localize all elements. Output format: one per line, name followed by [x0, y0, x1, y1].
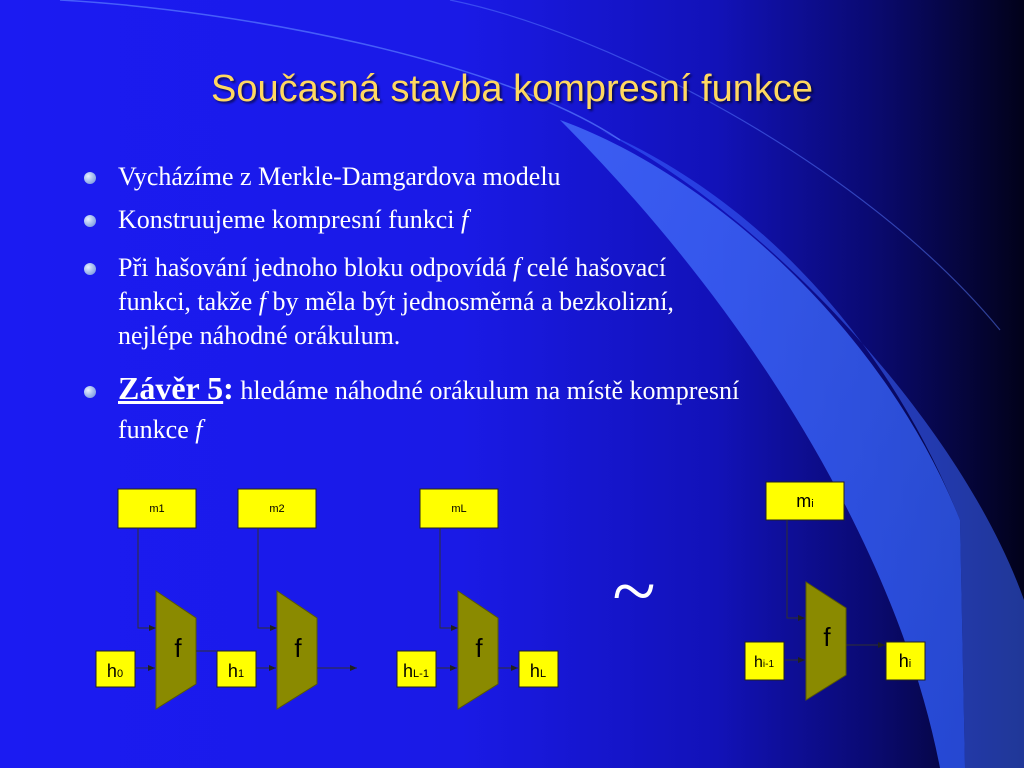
single-output-box — [886, 642, 925, 680]
bullet-3-line-1-italic: f — [513, 253, 521, 282]
bullet-3-line-2-italic: f — [258, 287, 266, 316]
h-label: h1 — [227, 661, 245, 681]
bullet-3-line-1-post: celé hašovací — [520, 253, 667, 282]
single-message-box — [766, 482, 844, 520]
f-label: f — [823, 622, 831, 652]
conclusion-line-2-italic: f — [195, 415, 203, 444]
h-label: hL — [529, 661, 547, 681]
message-label: m1 — [149, 503, 165, 515]
hi-1-label: hi-1 — [753, 654, 775, 671]
single-input-box — [745, 642, 784, 680]
message-box-mL — [420, 489, 498, 528]
conclusion-text: hledáme náhodné orákulum na místě kompresní — [240, 376, 740, 405]
f-label: f — [174, 633, 182, 663]
equivalence-symbol: ~ — [612, 548, 656, 636]
bullet-3-line-3: nejlépe náhodné orákulum. — [118, 321, 401, 350]
conclusion-label: Závěr 5 — [118, 370, 224, 406]
h-box-L — [519, 651, 558, 687]
f-block-2 — [277, 591, 317, 709]
conclusion-line-2-pre: funkce — [118, 415, 196, 444]
bullet-1-text: Vycházíme z Merkle-Damgardova modelu — [118, 162, 561, 191]
h-box-1 — [217, 651, 256, 687]
h-box-0 — [96, 651, 135, 687]
h-label: h0 — [106, 661, 124, 681]
conclusion-colon: : — [223, 370, 234, 406]
mi-label: mi — [796, 491, 814, 511]
bullet-3-line-2-pre: funkci, takže — [118, 287, 259, 316]
bullet-3-line-1-pre: Při hašování jednoho bloku odpovídá — [118, 253, 514, 282]
bullet-3-line-2-post: by měla být jednosměrná a bezkolizní, — [266, 287, 674, 316]
bullet-2-italic-f: f — [461, 205, 469, 234]
message-box-m2 — [238, 489, 316, 528]
message-label: m2 — [269, 503, 285, 515]
slide-title: Současná stavba kompresní funkce — [210, 68, 813, 110]
f-block-L — [458, 591, 498, 709]
hi-label: hi — [898, 651, 912, 671]
h-box-L-1 — [397, 651, 436, 687]
message-label: mL — [451, 503, 467, 515]
f-label: f — [294, 633, 302, 663]
message-box-m1 — [118, 489, 196, 528]
bullet-2-text-pre: Konstruujeme kompresní funkci — [118, 205, 461, 234]
f-label: f — [475, 633, 483, 663]
single-f-block — [806, 582, 846, 700]
f-block-1 — [156, 591, 196, 709]
h-label: hL-1 — [403, 661, 429, 681]
